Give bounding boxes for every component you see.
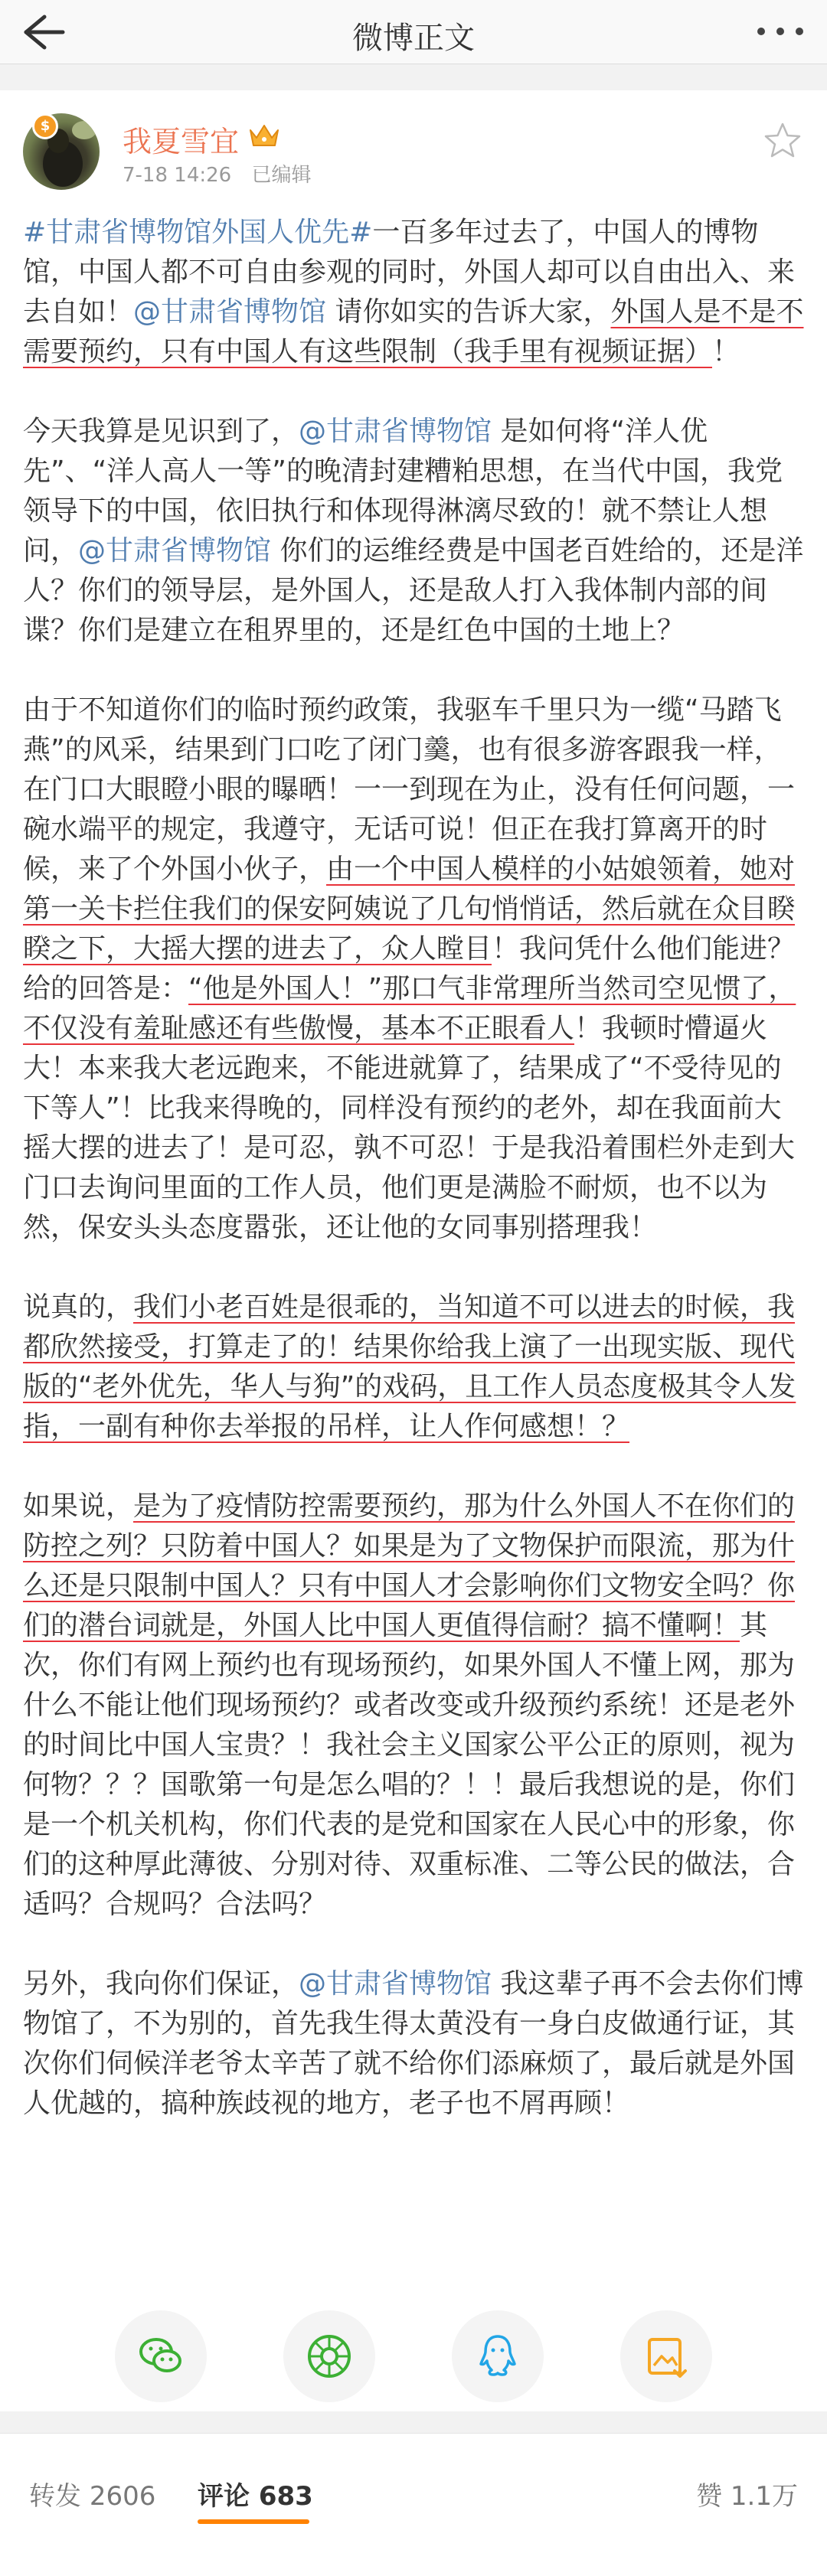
paragraph-5: 如果说，是为了疫情防控需要预约，那为什么外国人不在你们的防控之列？只防着中国人？如果是为了文物保护而限流，那为什么还是只限制中国人？只有中国人才会影响你们文物安全吗？你们的潜台词就是，外国人比中国人更值得信耐？搞不懂啊！其次，你们有网上预约也有现场预约，如果外国人不懂上网，那为什么不能让他们现场预约？或者改变或升级预约系统！还是老外的时间比中国人宝贵？！我社会主义国家公平公正的原则，视为何物？？？国歌第一句是怎么唱的？！！最后我想说的是，你们是一个机关机构，你们代表的是党和国家在人民心中的形象，你们的这种厚此薄彼、分别对待、双重标准、二等公民的做法，合适吗？合规吗？合法吗？ [23, 1490, 796, 1920]
underlined-text: 外国人是不是不需要预约，只有中国人有这些限制（我手里有视频证据） [23, 296, 804, 367]
mention-link[interactable]: @甘肃省博物馆 [299, 1968, 492, 2000]
page-title: 微博正文 [352, 21, 475, 56]
share-bar [0, 2295, 827, 2402]
save-image-button[interactable] [620, 2310, 712, 2402]
paragraph-6: 另外，我向你们保证，@甘肃省博物馆 我这辈子再不会去你们博物馆了，不为别的，首先我生得太黄没有一身白皮做通行证，其次你们伺候洋老爷太辛苦了就不给你们添麻烦了，最后就是外国人优越的，搞种族歧视的地方，老子也不屑再顾！ [23, 1968, 804, 2119]
mention-link[interactable]: @甘肃省博物馆 [78, 535, 272, 566]
username[interactable]: 我夏雪宜 [123, 125, 240, 158]
hashtag-link[interactable]: #甘肃省博物馆外国人优先# [23, 217, 373, 248]
tab-like[interactable]: 赞 1.1万 [696, 2481, 798, 2512]
member-crown-icon[interactable] [248, 122, 280, 149]
favorite-star-icon[interactable] [763, 121, 802, 161]
underlined-text: 由一个中国人模样的小姑娘领着，她对第一关卡拦住我们的保安阿姨说了几句悄悄话，然后就在众目睽睽之下，大摇大摆的进去了，众人瞠目 [23, 854, 796, 965]
post-time: 7-18 14:26 [123, 164, 232, 187]
underlined-text: “他是外国人！”那口气非常理所当然司空见惯了，不仅没有羞耻感还有些傲慢，基本不正眼看人 [23, 973, 796, 1044]
paragraph-3: 由于不知道你们的临时预约政策，我驱车千里只为一缆“马踏飞燕”的风采，结果到门口吃了闭门羹，也有很多游客跟我一样，在门口大眼瞪小眼的曝晒！一一到现在为止，没有任何问题，一碗水端平的规定，我遵守，无话可说！但正在我打算离开的时候，来了个外国小伙子，由一个中国人模样的小姑娘领着，她对第一关卡拦住我们的保安阿姨说了几句悄悄话，然后就在众目睽睽之下，大摇大摆的进去了，众人瞠目！我问凭什么他们能进？给的回答是：“他是外国人！”那口气非常理所当然司空见惯了，不仅没有羞耻感还有些傲慢，基本不正眼看人！我顿时懵逼火大！本来我大老远跑来，不能进就算了，结果成了“不受待见的下等人”！比我来得晚的，同样没有预约的老外，却在我面前大摇大摆的进去了！是可忍，孰不可忍！于是我沿着围栏外走到大门口去询问里面的工作人员，他们更是满脸不耐烦，也不以为然，保安头头态度嚣张，还让他的女同事别搭理我！ [23, 694, 796, 1243]
more-options-icon[interactable] [753, 14, 807, 49]
moments-icon [305, 2332, 354, 2381]
mention-link[interactable]: @甘肃省博物馆 [299, 416, 492, 447]
interaction-tabs [0, 2433, 827, 2576]
share-moments-button[interactable] [283, 2310, 375, 2402]
paragraph-1: #甘肃省博物馆外国人优先#一百多年过去了，中国人的博物馆，中国人都不可自由参观的同时，外国人却可以自由出入、来去自如！@甘肃省博物馆 请你如实的告诉大家，外国人是不是不需要预约，只有中国人有这些限制（我手里有视频证据）！ [23, 217, 804, 367]
share-wechat-button[interactable] [115, 2310, 207, 2402]
wechat-icon [136, 2332, 185, 2381]
paragraph-4: 说真的，我们小老百姓是很乖的，当知道不可以进去的时候，我都欣然接受，打算走了的！结果你给我上演了一出现实版、现代版的“老外优先，华人与狗”的戏码，且工作人员态度极其令人发指，一副有种你去举报的吊样，让人作何感想！？ [23, 1291, 796, 1442]
top-nav-bar [0, 0, 827, 64]
underlined-text: 我们小老百姓是很乖的，当知道不可以进去的时候，我都欣然接受，打算走了的！结果你给我上演了一出现实版、现代版的“老外优先，华人与狗”的戏码，且工作人员态度极其令人发指，一副有种你去举报的吊样，让人作何感想！？ [23, 1291, 796, 1442]
post-meta [123, 159, 325, 188]
verified-badge-icon: $ [32, 113, 58, 139]
post-body [23, 213, 804, 2163]
post-card [0, 90, 827, 2411]
mention-link[interactable]: @甘肃省博物馆 [133, 296, 327, 328]
tab-repost[interactable]: 转发 2606 [29, 2481, 156, 2512]
paragraph-2: 今天我算是见识到了，@甘肃省博物馆 是如何将“洋人优先”、“洋人高人一等”的晚清封建糟粕思想，在当代中国，我党领导下的中国，依旧执行和体现得淋漓尽致的！就不禁让人想问，@甘肃省博物馆 你们的运维经费是中国老百姓给的，还是洋人？你们的领导层，是外国人，还是敌人打入我体制内部的间谍？你们是建立在租界里的，还是红色中国的土地上？ [23, 416, 804, 646]
active-tab-indicator [198, 2519, 309, 2524]
tab-comment[interactable]: 评论 683 [198, 2481, 313, 2512]
share-qq-button[interactable] [452, 2310, 544, 2402]
edited-label: 已编辑 [251, 164, 312, 187]
underlined-text: 是为了疫情防控需要预约，那为什么外国人不在你们的防控之列？只防着中国人？如果是为了文物保护而限流，那为什么还是只限制中国人？只有中国人才会影响你们文物安全吗？你们的潜台词就是，外国人比中国人更值得信耐？搞不懂啊！ [23, 1490, 796, 1641]
save-image-icon [642, 2332, 691, 2381]
qq-icon [473, 2332, 522, 2381]
